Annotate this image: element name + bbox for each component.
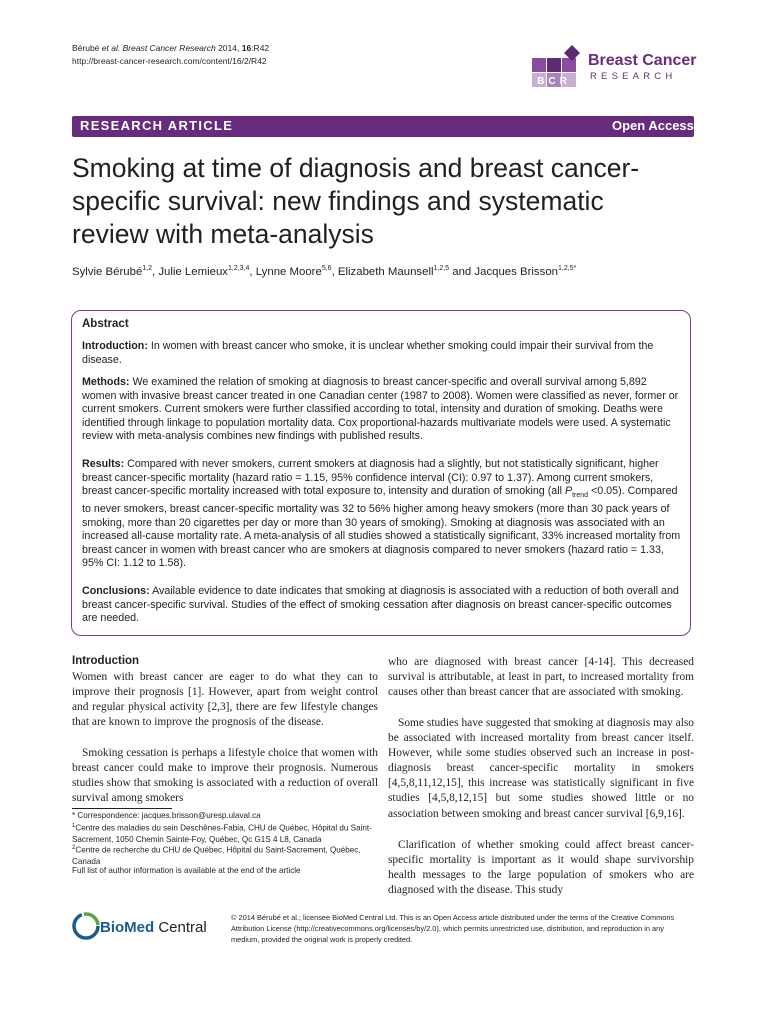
section-heading-introduction: Introduction <box>72 655 140 667</box>
correspondence-note: * Correspondence: jacques.brisson@uresp.ulaval.ca <box>72 811 261 820</box>
logo-title: Breast Cancer <box>588 52 697 69</box>
citation-header <box>72 42 269 68</box>
license-text: © 2014 Bérubé et al.; licensee BioMed Central Ltd. This is an Open Access article distributed under the terms of the Creative Commons Attribution License (http://creativecommons.org/licenses/by/2.0), which permits unrestricted use, distribution, and reproduction in any medium, provided the original work is properly credited. <box>231 913 675 944</box>
footnote-rule <box>72 808 172 809</box>
affiliation-1: $^1$Centre des maladies du sein Deschênes-Fabia, CHU de Québec, Hôpital du Saint-Sacrement, 1050 Chemin Sainte-Foy, Québec, Qc G1S 4 L8, Canada <box>72 823 372 844</box>
abstract-heading: Abstract <box>82 318 129 330</box>
citation-line: Bérubé et al. Breast Cancer Research 2014, 16:R42 <box>72 43 270 53</box>
intro-paragraph-5: Clarification of whether smoking could affect breast cancer-specific mortality is important as it would shape survivorship health messages to the large population of smokers who are diagnosed with the disease. This study <box>388 839 694 897</box>
intro-paragraph-2: Smoking cessation is perhaps a lifestyle choice that women with breast cancer could make to improve their prognosis. Numerous studies show that smoking is associated with a reduction of overall survival among smokers <box>72 747 378 805</box>
article-url[interactable]: http://breast-cancer-research.com/content/16/2/R42 <box>72 56 267 66</box>
abstract-results: Results: Compared with never smokers, current smokers at diagnosis had a slightly, but not statistically significant, higher breast cancer-specific mortality (hazard ratio = 1.15, 95% confidence interval (CI): 0.97 to 1.37). Among current smokers, breast cancer-specific mortality increased with total exposure to, intensity and duration of smoking (all $P_{trend} <0.05$). Compared to never smokers, breast cancer-specific mortality was 32 to 56% higher among heavy smokers (more than 30 pack years of smoking, more than 20 cigarettes per day or more than 30 years of smoking). Smoking at diagnosis was associated with an increased all-cause mortality rate. A meta-analysis of all studies showed a statistically significant, 33% increased mortality from breast cancer in women with breast cancer who are smokers at diagnosis compared to never smokers (hazard ratio = 1.33, 95% CI: 1.12 to 1.58). <box>82 458 681 570</box>
full-author-info-note: Full list of author information is available at the end of the article <box>72 866 301 875</box>
article-title: Smoking at time of diagnosis and breast cancer-specific survival: new findings and systematic review with meta-analysis <box>72 153 640 249</box>
affiliation-2: $^2$Centre de recherche du CHU de Québec, Hôpital du Saint-Sacrement, Québec, Canada <box>72 845 361 866</box>
logo-letters: BCR <box>537 76 571 87</box>
author-list: Sylvie Bérubé$^{1,2}$, Julie Lemieux$^{1,2,3,4}$, Lynne Moore$^{5,6}$, Elizabeth Maunsell$^{1,2,5}$ and Jacques Brisson$^{1,2,5*}$ <box>72 265 577 278</box>
biomed-central-logo-icon <box>72 912 100 940</box>
intro-paragraph-1: Women with breast cancer are eager to do what they can to improve their prognosis [1]. However, apart from weight control and regular physical activity [2,3], there are few lifestyle changes that are known to improve the prognosis of the disease. <box>72 671 378 729</box>
abstract-introduction: Introduction: In women with breast cancer who smoke, it is unclear whether smoking could impair their survival from the disease. <box>82 340 654 366</box>
abstract-methods: Methods: We examined the relation of smoking at diagnosis to breast cancer-specific and overall survival among 5,892 women with invasive breast cancer treated in one Canadian center (1987 to 2008). Women were classified as never, former or current smokers. Current smokers were further classified according to total, intensity and duration of smoking. Deaths were identified through linkage to population mortality data. Cox proportional-hazards multivariate models were used. A systematic review with meta-analysis combines new findings with published results. <box>82 376 679 443</box>
article-type-label: RESEARCH ARTICLE <box>80 118 234 133</box>
intro-paragraph-4: Some studies have suggested that smoking at diagnosis may also be associated with increased mortality from breast cancer itself. However, while some studies observed such an increase in post-diagnosis breast cancer-specific mortality in smokers [4,5,8,11,12,15], this increase was statistically significant in five studies [4,5,8,12,15] but some studies showed little or no association between smoking and breast cancer survival [6,9,16]. <box>388 717 694 820</box>
open-access-label: Open Access <box>612 118 694 133</box>
intro-paragraph-3: who are diagnosed with breast cancer [4-14]. This decreased survival is attributable, at least in part, to increased mortality from causes other than breast cancer that are associated with smoking. <box>388 656 694 699</box>
biomed-central-logo-text: BioMed Central <box>100 919 207 936</box>
abstract-conclusions: Conclusions: Available evidence to date indicates that smoking at diagnosis is associated with a reduction of both overall and breast cancer-specific survival. Studies of the effect of smoking cessation after diagnosis on breast cancer-specific outcomes are needed. <box>82 585 679 625</box>
logo-subtitle: RESEARCH <box>590 71 677 82</box>
